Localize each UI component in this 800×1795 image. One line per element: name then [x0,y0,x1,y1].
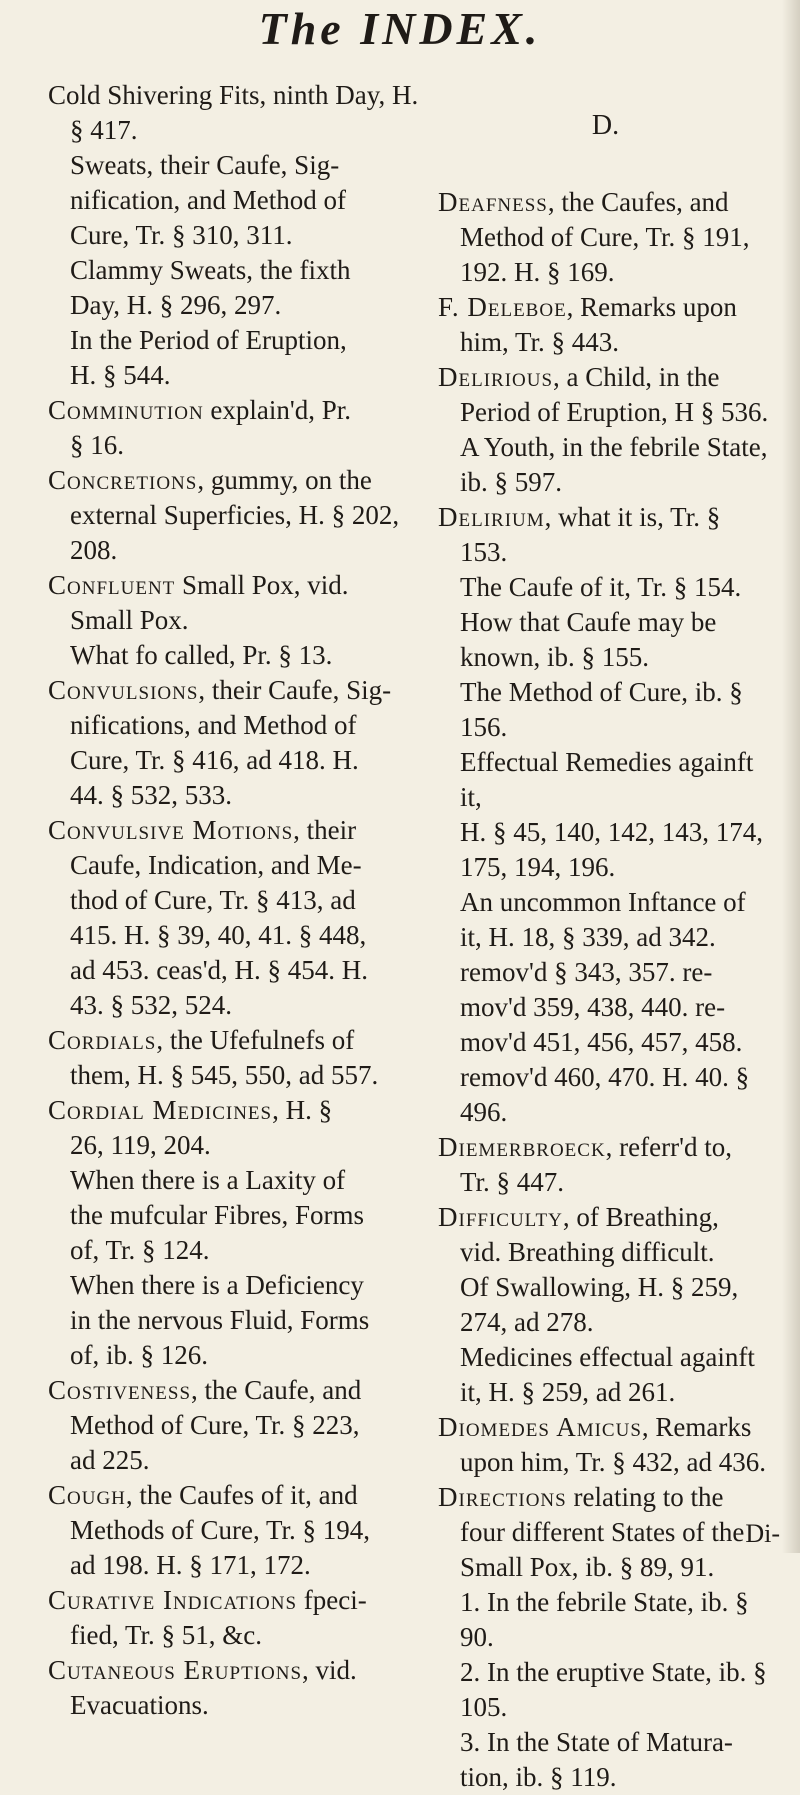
index-entry [48,1163,420,1268]
entry-heading: Curative Indications [48,1585,298,1615]
entry-heading: Delirium [438,502,545,532]
entry-text: , the Caufe, and Method of Cure, Tr. § 223, ad 225. [70,1375,362,1475]
entry-text: Medicines effectual againft it, H. § 259, ad 261. [460,1342,755,1407]
entry-text: A Youth, in the febrile State, ib. § 597. [460,432,768,497]
entry-text: What fo called, Pr. § 13. [70,640,333,670]
right-column [438,108,773,1795]
index-entry [438,1200,773,1270]
entry-heading: Comminution [48,395,204,425]
index-entry [48,393,420,463]
entry-heading: Difficulty [438,1202,563,1232]
entry-text: fpeci- fied, Tr. § 51, &c. [70,1585,367,1650]
entry-heading: Convulsions [48,675,199,705]
entry-text: When there is a Deficiency in the nervous Fluid, Forms of, ib. § 126. [70,1270,370,1370]
index-entry [438,360,773,430]
entry-text: Sweats, their Caufe, Sig- nification, and Method of Cure, Tr. § 310, 311. [70,150,346,250]
index-entry [48,463,420,568]
entry-text: , their Caufe, Sig- nifications, and Method of Cure, Tr. § 416, ad 418. H. 44. § 532, 533. [70,675,392,810]
left-column [48,78,420,1723]
entry-text: , Remarks upon him, Tr. § 432, ad 436. [460,1412,767,1477]
entry-text: , gummy, on the external Superficies, H. § 202, 208. [70,465,400,565]
index-entry [48,638,420,673]
index-entry [438,605,773,675]
entry-heading: Confluent [48,570,176,600]
entry-text: How that Caufe may be known, ib. § 155. [460,607,717,672]
index-entry [48,323,420,393]
index-entry [48,813,420,1023]
index-entry [48,1653,420,1723]
entry-text: , of Breathing, vid. Breathing difficult. [460,1202,719,1267]
entry-text: explain'd, Pr. § 16. [70,395,352,460]
index-entry [48,1093,420,1163]
index-entry [48,1583,420,1653]
entry-text: Of Swallowing, H. § 259, 274, ad 278. [460,1272,739,1337]
index-entry [438,290,773,360]
index-entry [438,1130,773,1200]
entry-heading: Cordial Medicines [48,1095,273,1125]
entry-text: , their Caufe, Indication, and Me- thod of Cure, Tr. § 413, ad 415. H. § 39, 40, 41. § 448, ad 453. ceas'd, H. § 454. H. 43. § 532, 524. [70,815,369,1020]
entry-heading: Deafness [438,187,548,217]
entry-heading: F. Deleboe [438,292,567,322]
index-entry [438,1340,773,1410]
index-entry [48,1268,420,1373]
entry-text: , referr'd to, Tr. § 447. [460,1132,732,1197]
index-entry [48,673,420,813]
entry-text: relating to the four different States of the Small Pox, ib. § 89, 91. [460,1482,745,1582]
entry-heading: Convulsive Motions [48,815,294,845]
entry-text: In the Period of Eruption, H. § 544. [70,325,347,390]
entry-text: Effectual Remedies againft it, H. § 45, 140, 142, 143, 174, 175, 194, 196. [460,747,763,882]
index-entry [438,500,773,570]
index-entry [438,1655,773,1725]
index-entry [438,185,773,290]
entry-heading: Costiveness [48,1375,192,1405]
entry-text: An uncommon Inftance of it, H. 18, § 339, ad 342. remov'd § 343, 357. re- mov'd 359, 438, 440. re- mov'd 451, 456, 457, 458. remov'd 460, 470. H. 40. § 496. [460,887,750,1127]
entry-text: 1. In the febrile State, ib. § 90. [460,1587,749,1652]
entry-text: , the Ufefulnefs of them, H. § 545, 550, ad 557. [70,1025,379,1090]
entry-text: , Remarks upon him, Tr. § 443. [460,292,737,357]
entry-heading: Cordials [48,1025,157,1055]
entry-heading: Concretions [48,465,198,495]
index-entry [48,1373,420,1478]
entry-text: Small Pox, vid. Small Pox. [70,570,349,635]
index-entry [438,430,773,500]
catchword: Di- [745,1519,780,1548]
page-edge-shadow [782,0,800,1553]
entry-heading: Cutaneous Eruptions [48,1655,303,1685]
entry-text: , vid. Evacuations. [70,1655,357,1720]
running-head: The INDEX. [258,3,542,54]
index-entry [48,1023,420,1093]
index-entry [438,1270,773,1340]
entry-heading: Cough [48,1480,126,1510]
index-entry [48,253,420,323]
index-entry [48,78,420,148]
entry-heading: Diemerbroeck [438,1132,606,1162]
entry-heading: Diomedes Amicus [438,1412,642,1442]
index-entry [438,885,773,1130]
entry-text: , H. § 26, 119, 204. [70,1095,333,1160]
index-entry [48,1478,420,1583]
index-entry [438,1410,773,1480]
index-entry [48,148,420,253]
entry-text: Clammy Sweats, the fixth Day, H. § 296, 297. [70,255,351,320]
entry-heading: Directions [438,1482,567,1512]
index-entry [438,675,773,745]
entry-text: , the Caufes of it, and Methods of Cure, Tr. § 194, ad 198. H. § 171, 172. [70,1480,371,1580]
index-entry [438,570,773,605]
index-entry [438,1480,773,1585]
entry-text: 3. In the State of Matura- tion, ib. § 119. [460,1727,733,1792]
entry-text: The Method of Cure, ib. § 156. [460,677,743,742]
index-entry [438,745,773,885]
entry-heading: Delirious [438,362,554,392]
entry-text: 2. In the eruptive State, ib. § 105. [460,1657,767,1722]
entry-text: , what it is, Tr. § 153. [460,502,721,567]
section-letter: D. [591,110,620,141]
entry-text: The Caufe of it, Tr. § 154. [460,572,742,602]
entry-text: When there is a Laxity of the mufcular Fibres, Forms of, Tr. § 124. [70,1165,364,1265]
entry-text: , the Caufes, and Method of Cure, Tr. § 191, 192. H. § 169. [460,187,750,287]
index-entry [438,1725,773,1795]
index-entry [48,568,420,638]
entry-text: , a Child, in the Period of Eruption, H § 536. [460,362,769,427]
entry-text: Cold Shivering Fits, ninth Day, H. § 417. [48,80,419,145]
index-entry [438,1585,773,1655]
